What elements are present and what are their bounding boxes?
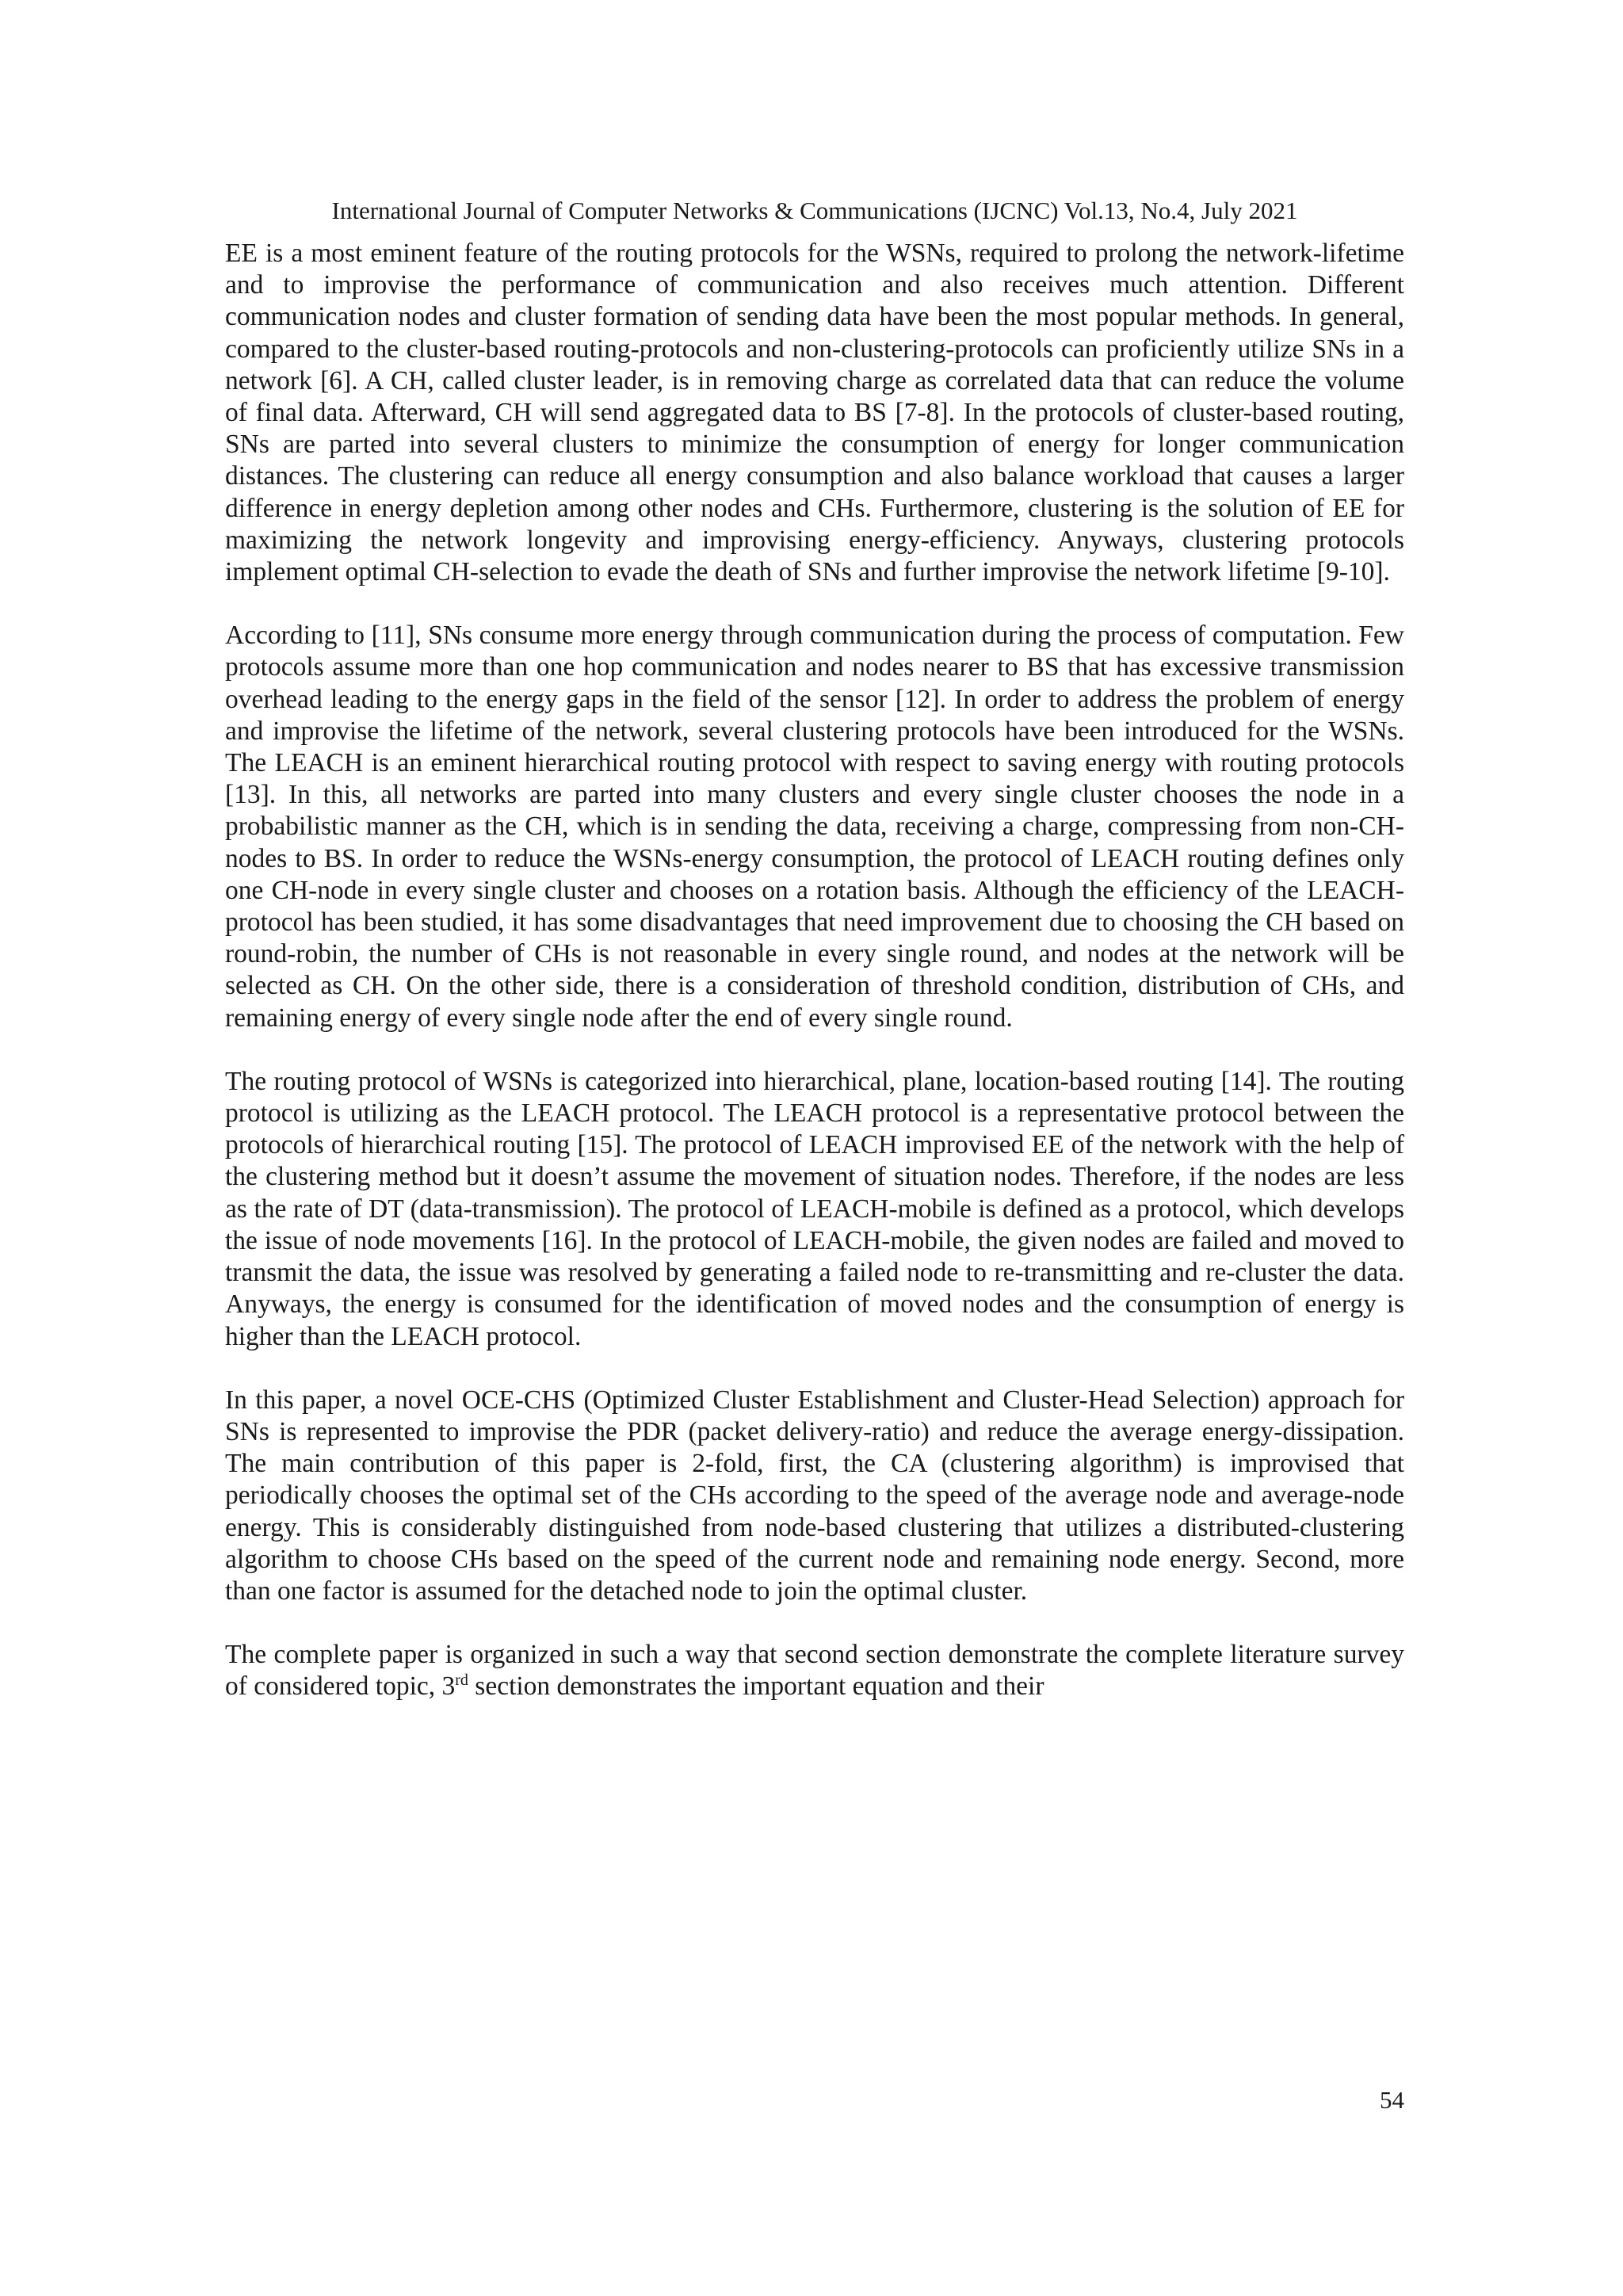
paragraph-5-text-start: The complete paper is organized in such a way that second section demonstrate the complete literature survey of considered topic, 3 [225, 1640, 1404, 1702]
paragraph-5 [225, 1639, 1404, 1702]
paragraph-4: In this paper, a novel OCE-CHS (Optimized Cluster Establishment and Cluster-Head Selection) approach for SNs is represented to improvise the PDR (packet delivery-ratio) and reduce the average energy-dissipation. The main contribution of this paper is 2-fold, first, the CA (clustering algorithm) is improvised that periodically chooses the optimal set of the CHs according to the speed of the average node and average-node energy. This is considerably distinguished from node-based clustering that utilizes a distributed-clustering algorithm to choose CHs based on the speed of the current node and remaining node energy. Second, more than one factor is assumed for the detached node to join the optimal cluster. [225, 1385, 1404, 1606]
paragraph-3: The routing protocol of WSNs is categorized into hierarchical, plane, location-based routing [14]. The routing protocol is utilizing as the LEACH protocol. The LEACH protocol is a representative protocol between the protocols of hierarchical routing [15]. The protocol of LEACH improvised EE of the network with the help of the clustering method but it doesn’t assume the movement of situation nodes. Therefore, if the nodes are less as the rate of DT (data-transmission). The protocol of LEACH-mobile is defined as a protocol, which develops the issue of node movements [16]. In the protocol of LEACH-mobile, the given nodes are failed and moved to transmit the data, the issue was resolved by generating a failed node to re-transmitting and re-cluster the data. Anyways, the energy is consumed for the identification of moved nodes and the consumption of energy is higher than the LEACH protocol. [225, 1066, 1404, 1351]
ordinal-superscript: rd [455, 1671, 468, 1690]
paragraph-2: According to [11], SNs consume more energy through communication during the process of computation. Few protocols assume more than one hop communication and nodes nearer to BS that has excessive transmission overhead leading to the energy gaps in the field of the sensor [12]. In order to address the problem of energy and improvise the lifetime of the network, several clustering protocols have been introduced for the WSNs. The LEACH is an eminent hierarchical routing protocol with respect to saving energy with routing protocols [13]. In this, all networks are parted into many clusters and every single cluster chooses the node in a probabilistic manner as the CH, which is in sending the data, receiving a charge, compressing from non-CH-nodes to BS. In order to reduce the WSNs-energy consumption, the protocol of LEACH routing defines only one CH-node in every single cluster and chooses on a rotation basis. Although the efficiency of the LEACH-protocol has been studied, it has some disadvantages that need improvement due to choosing the CH based on round-robin, the number of CHs is not reasonable in every single round, and nodes at the network will be selected as CH. On the other side, there is a consideration of threshold condition, distribution of CHs, and remaining energy of every single node after the end of every single round. [225, 621, 1404, 1033]
paragraph-5-text-end: section demonstrates the important equation and their [468, 1671, 1044, 1702]
paragraph-1: EE is a most eminent feature of the routing protocols for the WSNs, required to prolong the network-lifetime and to improvise the performance of communication and also receives much attention. Different communication nodes and cluster formation of sending data have been the most popular methods. In general, compared to the cluster-based routing-protocols and non-clustering-protocols can proficiently utilize SNs in a network [6]. A CH, called cluster leader, is in removing charge as correlated data that can reduce the volume of final data. Afterward, CH will send aggregated data to BS [7-8]. In the protocols of cluster-based routing, SNs are parted into several clusters to minimize the consumption of energy for longer communication distances. The clustering can reduce all energy consumption and also balance workload that causes a larger difference in energy depletion among other nodes and CHs. Furthermore, clustering is the solution of EE for maximizing the network longevity and improvising energy-efficiency. Anyways, clustering protocols implement optimal CH-selection to evade the death of SNs and further improvise the network lifetime [9-10]. [225, 239, 1404, 587]
running-header: International Journal of Computer Networks & Communications (IJCNC) Vol.13, No.4, July 2021 [331, 197, 1298, 224]
body-text [225, 238, 1404, 1703]
page-number: 54 [1380, 2086, 1404, 2114]
